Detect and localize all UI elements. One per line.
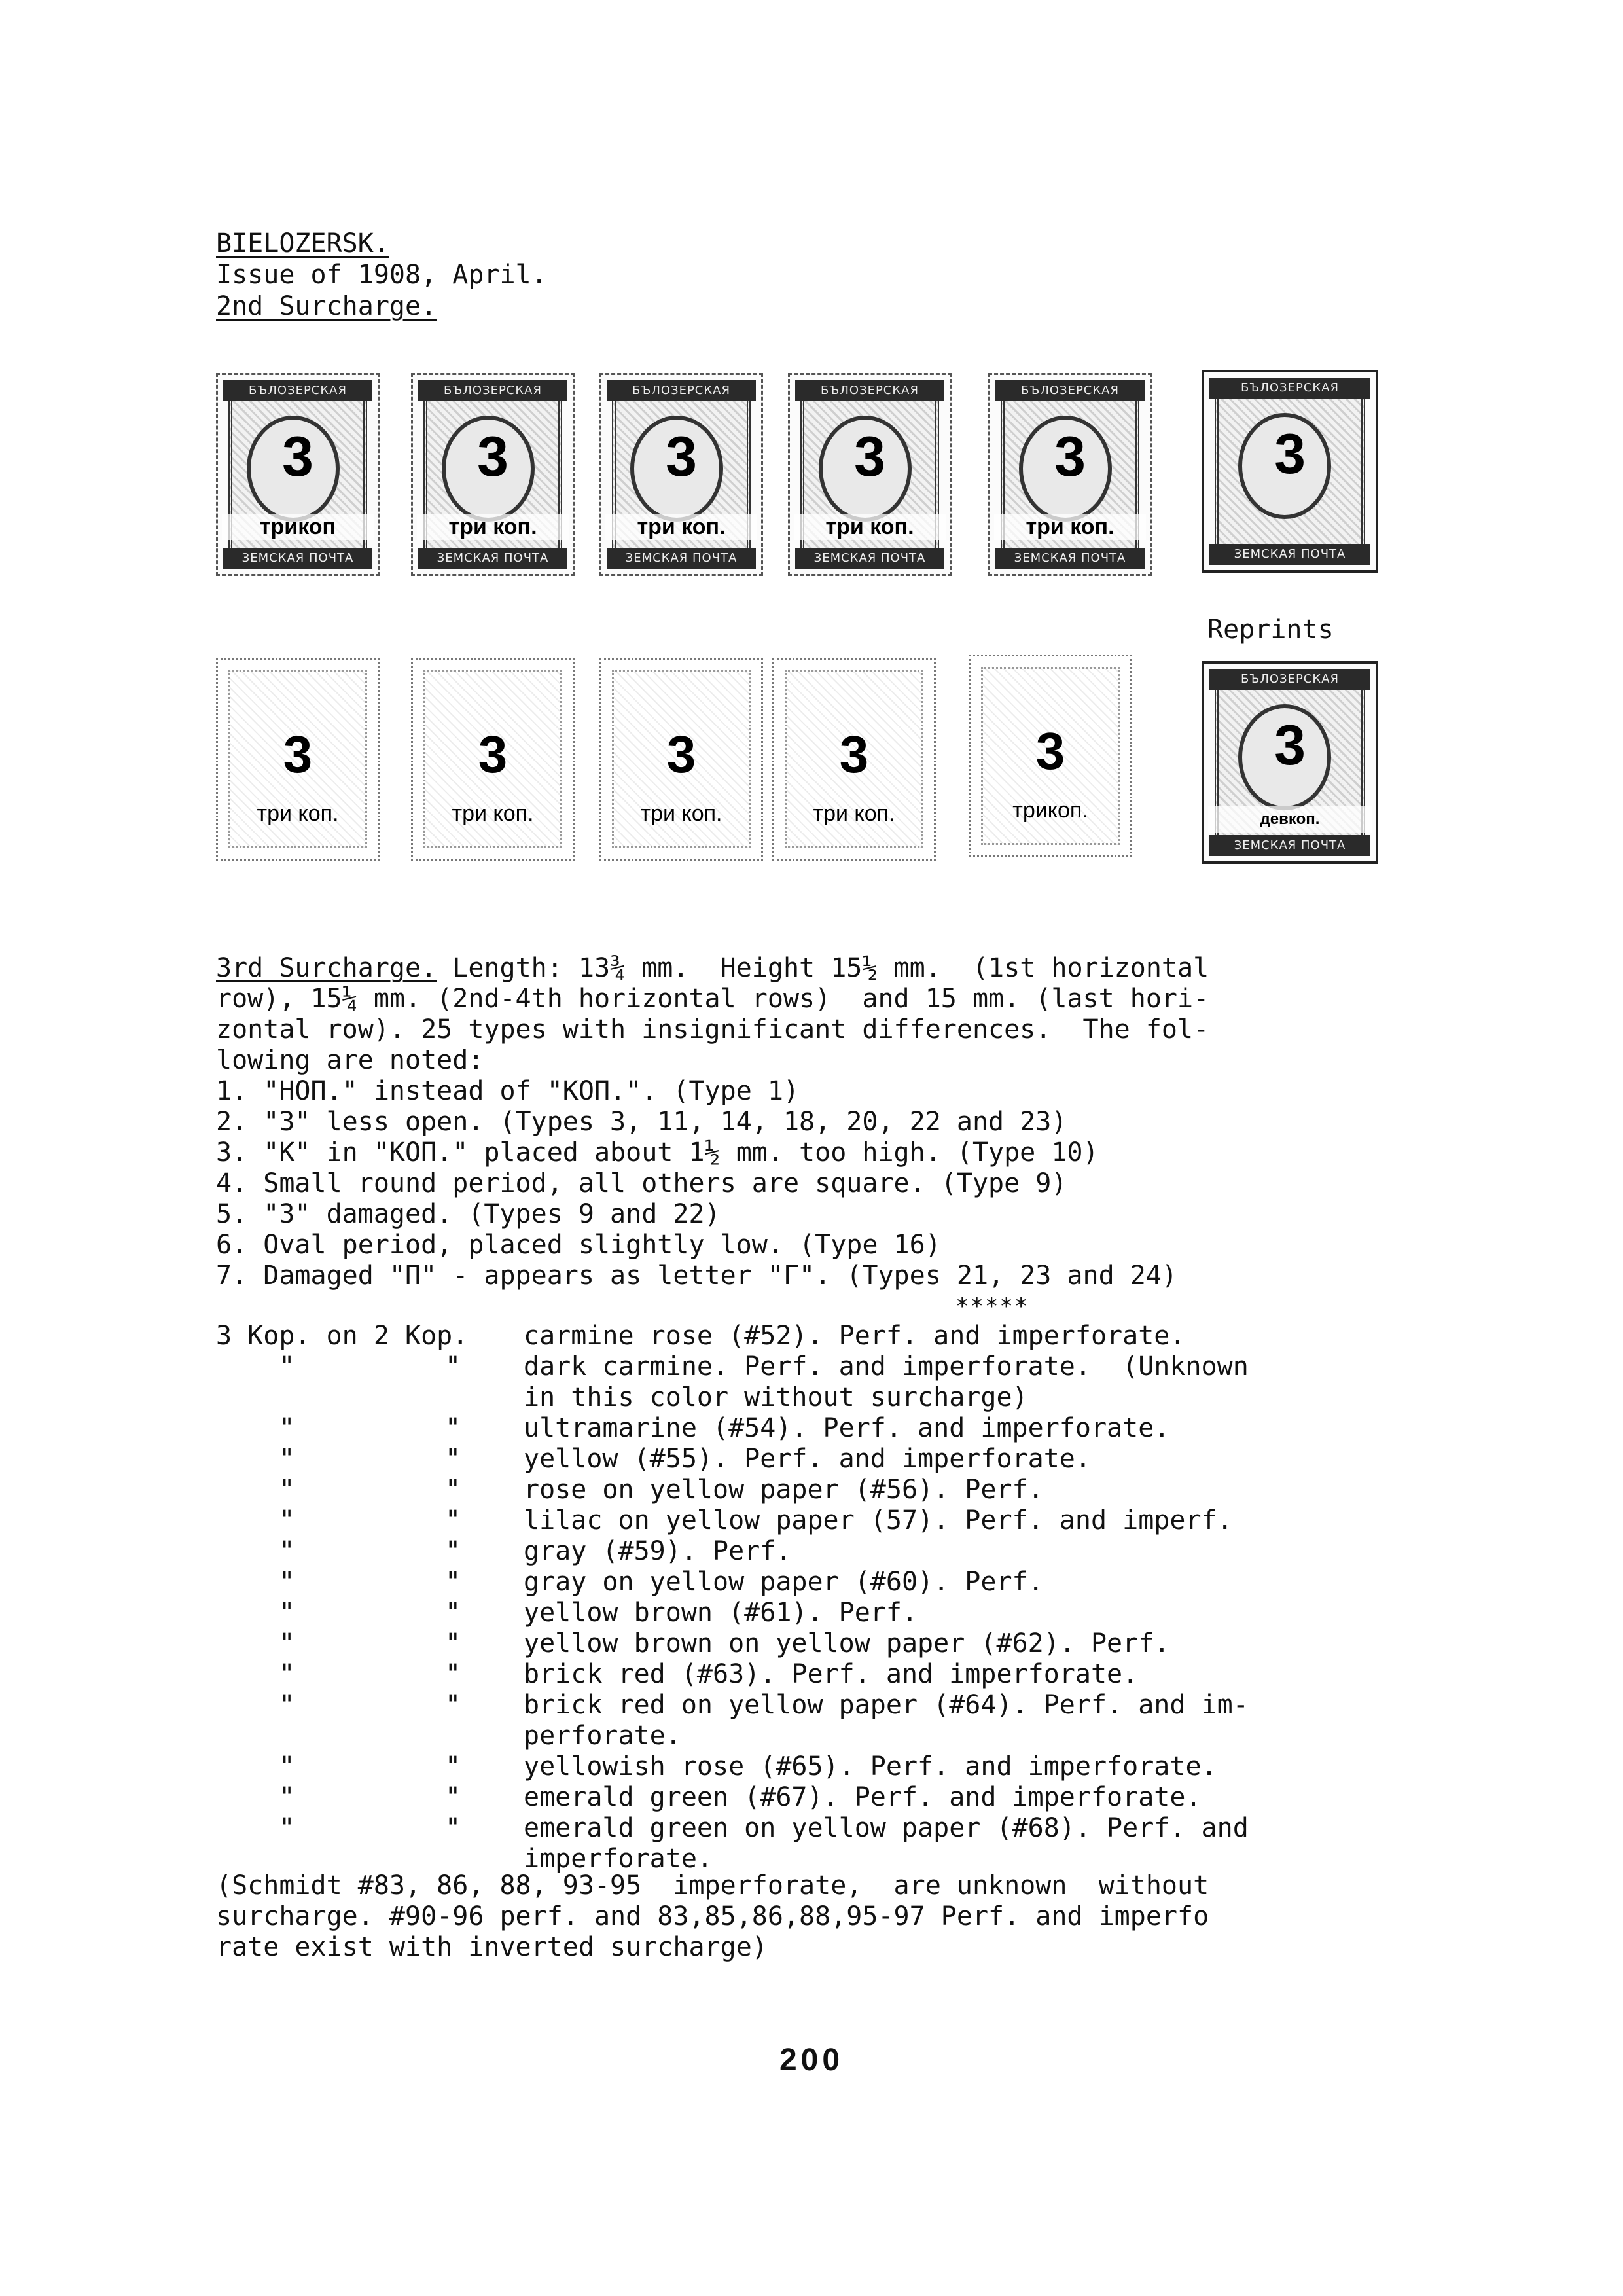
variety-description: brick red (#63). Perf. and imperforate. [524,1659,1139,1689]
stamp-row2-4 [772,658,936,861]
stamp-top-inscription: БЪЛОЗЕРСКАЯ [1209,378,1370,399]
stamp-row2-3 [599,658,763,861]
surcharge-heading: 2nd Surcharge. [216,291,437,321]
stamp-value-text: трикоп [222,514,374,540]
note-line: (Schmidt #83, 86, 88, 93-95 imperforate, are unknown without [216,1871,1209,1901]
variety-description: ultramarine (#54). Perf. and imperforate. [524,1413,1170,1443]
variety-description: rose on yellow paper (#56). Perf. [524,1475,1044,1505]
list-item [216,1628,1381,1659]
variety-description: gray (#59). Perf. [524,1536,792,1566]
list-item [216,1690,1381,1721]
ditto-mark: " [216,1598,295,1628]
stamp-row2-1 [216,658,380,861]
stamp-value-text: три коп. [417,514,569,540]
stamp-numeral: 3 [478,725,508,783]
list-item [216,1321,1381,1352]
stamp-top-inscription: БЪЛОЗЕРСКАЯ [223,380,372,401]
stamp-top-inscription: БЪЛОЗЕРСКАЯ [607,380,756,401]
list-item [216,1536,1381,1567]
variety-description: in this color without surcharge) [524,1382,1028,1412]
variety-description: perforate. [524,1721,681,1751]
list-item [216,1782,1381,1813]
stamp-bottom-inscription: ЗЕМСКАЯ ПОЧТА [795,548,944,569]
note-item: 7. Damaged "П" - appears as letter "Г". (Types 21, 23 and 24) [216,1261,1178,1291]
schmidt-note [216,1871,1209,1963]
ditto-mark: " [216,1628,295,1659]
ditto-mark: " [445,1751,461,1782]
list-item [216,1721,1381,1751]
stamp-bottom-inscription: ЗЕМСКАЯ ПОЧТА [1209,835,1370,856]
stamp-reprint-2 [1202,661,1378,864]
list-item [216,1598,1381,1628]
list-item [216,1751,1381,1782]
stamp-top-inscription: БЪЛОЗЕРСКАЯ [795,380,944,401]
variety-description: carmine rose (#52). Perf. and imperforate. [524,1321,1186,1351]
stamp-row1-1 [216,373,380,576]
text-line: zontal row). 25 types with insignificant differences. The fol- [216,1014,1209,1045]
stamp-numeral: 3 [854,425,885,488]
issue-date: Issue of 1908, April. [216,260,547,290]
variety-description: yellow brown on yellow paper (#62). Perf. [524,1628,1170,1659]
ditto-mark: " [216,1444,295,1474]
stamp-numeral: 3 [282,425,313,488]
section-divider-stars: ***** [955,1293,1029,1319]
place-title: BIELOZERSK. [216,228,389,259]
stamp-bottom-inscription: ЗЕМСКАЯ ПОЧТА [223,548,372,569]
variety-description: emerald green (#67). Perf. and imperforate. [524,1782,1202,1812]
stamp-bottom-inscription: ЗЕМСКАЯ ПОЧТА [1209,544,1370,565]
list-item [216,1813,1381,1844]
stamp-value-text: три коп. [605,514,757,540]
ditto-mark: " [216,1690,295,1720]
note-item: 5. "3" damaged. (Types 9 and 22) [216,1199,721,1229]
varieties-list [216,1321,1381,1874]
stamp-value-text: три коп. [994,514,1146,540]
stamp-value-text: три коп. [452,801,534,826]
stamp-numeral: 3 [1054,425,1086,488]
variety-description: gray on yellow paper (#60). Perf. [524,1567,1044,1597]
stamp-numeral: 3 [477,425,508,488]
ditto-mark: " [216,1751,295,1782]
note-line: rate exist with inverted surcharge) [216,1932,768,1962]
ditto-mark: " [445,1659,461,1689]
ditto-mark: " [216,1413,295,1443]
stamp-numeral: 3 [839,725,869,783]
stamp-value-text: девкоп. [1208,806,1372,833]
stamp-row1-4 [788,373,952,576]
third-surcharge-heading: 3rd Surcharge. [216,953,437,983]
stamp-row1-3 [599,373,763,576]
stamp-numeral: 3 [666,425,697,488]
stamp-row2-5 [969,655,1132,857]
list-item [216,1505,1381,1536]
ditto-mark: " [445,1505,461,1535]
ditto-mark: " [445,1444,461,1474]
stamp-bottom-inscription: ЗЕМСКАЯ ПОЧТА [607,548,756,569]
list-item [216,1352,1381,1382]
stamp-row2-2 [411,658,575,861]
reprints-label: Reprints [1207,615,1334,645]
text-line-content: Length: 13¾ mm. Height 15½ mm. (1st horizontal [437,953,1209,983]
stamp-numeral: 3 [1274,714,1306,777]
stamp-numeral: 3 [1035,722,1065,780]
list-item [216,1444,1381,1475]
ditto-mark: " [445,1352,461,1382]
ditto-mark: " [445,1475,461,1505]
list-item [216,1475,1381,1505]
stamp-value-text: три коп. [813,801,895,826]
ditto-mark: " [445,1690,461,1720]
text-line [216,953,1368,984]
variety-description: lilac on yellow paper (57). Perf. and imperf. [524,1505,1233,1535]
stamp-value-text: трикоп. [1012,798,1088,823]
note-item: 1. "НОП." instead of "КОП.". (Type 1) [216,1076,800,1106]
ditto-mark: " [445,1567,461,1597]
ditto-mark: " [216,1659,295,1689]
list-item [216,1659,1381,1690]
variety-description: emerald green on yellow paper (#68). Perf. and [524,1813,1249,1843]
ditto-mark: " [445,1536,461,1566]
variety-description: yellowish rose (#65). Perf. and imperforate. [524,1751,1217,1782]
list-item [216,1844,1381,1874]
text-line: lowing are noted: [216,1045,484,1075]
list-item [216,1382,1381,1413]
variety-description: yellow brown (#61). Perf. [524,1598,918,1628]
ditto-mark: " [445,1782,461,1812]
note-line: surcharge. #90-96 perf. and 83,85,86,88,95-97 Perf. and imperfo [216,1901,1209,1931]
stamp-row1-2 [411,373,575,576]
ditto-mark: " [216,1536,295,1566]
denomination: 3 Kop. on 2 Kop. [216,1321,469,1351]
stamp-numeral: 3 [283,725,313,783]
stamp-value-text: три коп. [794,514,946,540]
ditto-mark: " [216,1505,295,1535]
stamp-top-inscription: БЪЛОЗЕРСКАЯ [418,380,567,401]
header-block [216,228,547,322]
variety-description: dark carmine. Perf. and imperforate. (Unknown [524,1352,1249,1382]
stamp-reprint-1 [1202,370,1378,573]
ditto-mark: " [216,1352,295,1382]
note-item: 6. Oval period, placed slightly low. (Type 16) [216,1230,941,1260]
stamp-numeral: 3 [1274,423,1306,486]
list-item [216,1567,1381,1598]
ditto-mark: " [216,1475,295,1505]
page-number: 200 [779,2043,844,2077]
list-item [216,1413,1381,1444]
ditto-mark: " [216,1782,295,1812]
stamp-top-inscription: БЪЛОЗЕРСКАЯ [995,380,1145,401]
note-item: 3. "K" in "КОП." placed about 1½ mm. too high. (Type 10) [216,1138,1099,1168]
variety-description: yellow (#55). Perf. and imperforate. [524,1444,1091,1474]
ditto-mark: " [445,1598,461,1628]
stamp-numeral: 3 [666,725,696,783]
ditto-mark: " [216,1567,295,1597]
ditto-mark: " [445,1813,461,1843]
ditto-mark: " [216,1813,295,1843]
third-surcharge-section [216,953,1368,1319]
stamp-value-text: три коп. [257,801,339,826]
stamp-row1-5 [988,373,1152,576]
ditto-mark: " [445,1413,461,1443]
note-item: 4. Small round period, all others are square. (Type 9) [216,1168,1067,1198]
stamp-top-inscription: БЪЛОЗЕРСКАЯ [1209,669,1370,690]
stamp-bottom-inscription: ЗЕМСКАЯ ПОЧТА [418,548,567,569]
note-item: 2. "3" less open. (Types 3, 11, 14, 18, 20, 22 and 23) [216,1107,1067,1137]
variety-description: imperforate. [524,1844,713,1874]
stamp-value-text: три коп. [640,801,722,826]
stamp-bottom-inscription: ЗЕМСКАЯ ПОЧТА [995,548,1145,569]
variety-description: brick red on yellow paper (#64). Perf. and im- [524,1690,1249,1720]
ditto-mark: " [445,1628,461,1659]
text-line: row), 15¼ mm. (2nd-4th horizontal rows) and 15 mm. (last hori- [216,984,1209,1014]
